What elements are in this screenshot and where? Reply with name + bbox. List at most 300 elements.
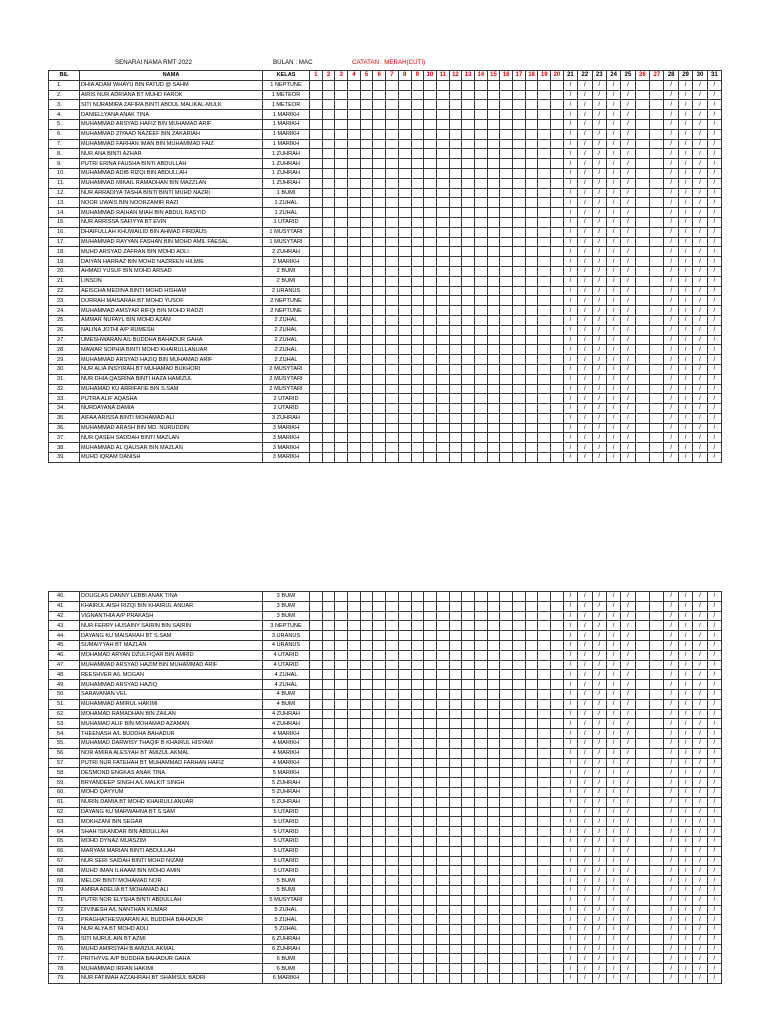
day-cell-13 [462, 885, 475, 895]
day-cell-21: / [563, 80, 577, 90]
day-cell-7 [386, 807, 399, 817]
day-cell-24: / [606, 374, 620, 384]
day-cell-1 [310, 306, 323, 316]
day-cell-28: / [664, 621, 678, 631]
day-cell-14 [474, 621, 487, 631]
row-class: 1 ZUHAL [263, 198, 310, 208]
day-cell-28: / [664, 778, 678, 788]
day-cell-21: / [563, 129, 577, 139]
day-cell-5 [360, 895, 373, 905]
day-cell-12 [449, 443, 462, 453]
day-cell-17 [513, 90, 526, 100]
day-cell-14 [474, 247, 487, 257]
day-cell-18 [525, 168, 538, 178]
day-cell-23: / [592, 905, 606, 915]
day-cell-2 [322, 286, 335, 296]
day-cell-20 [551, 876, 564, 886]
day-cell-6 [373, 856, 386, 866]
row-bil: 72. [49, 905, 80, 915]
day-cell-5 [360, 934, 373, 944]
day-cell-5 [360, 80, 373, 90]
table-row [49, 934, 722, 944]
table-row [49, 404, 722, 414]
day-cell-8 [398, 974, 411, 984]
row-name: NUR ANA BINTI AZHAR [80, 149, 263, 159]
day-cell-28: / [664, 650, 678, 660]
day-cell-28: / [664, 934, 678, 944]
day-cell-4 [348, 168, 361, 178]
day-cell-13 [462, 384, 475, 394]
day-cell-20 [551, 866, 564, 876]
day-cell-27 [650, 670, 664, 680]
day-cell-2 [322, 110, 335, 120]
day-cell-5 [360, 364, 373, 374]
day-cell-22: / [578, 680, 592, 690]
day-cell-1 [310, 149, 323, 159]
day-cell-12 [449, 276, 462, 286]
day-cell-2 [322, 699, 335, 709]
day-cell-29: / [678, 355, 692, 365]
day-cell-12 [449, 719, 462, 729]
header-day-6: 6 [373, 71, 386, 81]
day-cell-26 [635, 944, 649, 954]
day-cell-24: / [606, 807, 620, 817]
day-cell-7 [386, 149, 399, 159]
day-cell-18 [525, 394, 538, 404]
row-name: AEISCHA MEDINA BINTI MOHD HISHAM [80, 286, 263, 296]
day-cell-26 [635, 453, 649, 463]
day-cell-5 [360, 611, 373, 621]
day-cell-30: / [693, 915, 707, 925]
day-cell-31: / [707, 915, 721, 925]
row-class: 2 NEPTUNE [263, 306, 310, 316]
day-cell-6 [373, 433, 386, 443]
day-cell-15 [487, 738, 500, 748]
day-cell-14 [474, 90, 487, 100]
day-cell-9 [411, 178, 424, 188]
day-cell-31: / [707, 895, 721, 905]
day-cell-13 [462, 944, 475, 954]
day-cell-12 [449, 384, 462, 394]
row-class: 1 BUMI [263, 188, 310, 198]
day-cell-31: / [707, 885, 721, 895]
row-bil: 41. [49, 601, 80, 611]
day-cell-28: / [664, 413, 678, 423]
day-cell-7 [386, 670, 399, 680]
table-row [49, 129, 722, 139]
row-name: MUHAMAD ALIF BIN MOHAMAD AZAMAN [80, 719, 263, 729]
day-cell-11 [436, 836, 449, 846]
day-cell-26 [635, 286, 649, 296]
day-cell-22: / [578, 964, 592, 974]
row-class: 2 ZUHAL [263, 325, 310, 335]
day-cell-28: / [664, 954, 678, 964]
day-cell-18 [525, 443, 538, 453]
day-cell-30: / [693, 100, 707, 110]
day-cell-4 [348, 335, 361, 345]
day-cell-19 [538, 257, 551, 267]
day-cell-29: / [678, 168, 692, 178]
day-cell-3 [335, 364, 348, 374]
day-cell-17 [513, 168, 526, 178]
day-cell-27 [650, 778, 664, 788]
day-cell-30: / [693, 925, 707, 935]
day-cell-3 [335, 217, 348, 227]
day-cell-29: / [678, 345, 692, 355]
day-cell-19 [538, 807, 551, 817]
day-cell-30: / [693, 80, 707, 90]
day-cell-4 [348, 217, 361, 227]
day-cell-26 [635, 433, 649, 443]
table-row [49, 699, 722, 709]
day-cell-16 [500, 325, 513, 335]
day-cell-6 [373, 621, 386, 631]
table-row [49, 433, 722, 443]
day-cell-29: / [678, 719, 692, 729]
row-bil: 3. [49, 100, 80, 110]
day-cell-16 [500, 689, 513, 699]
day-cell-31: / [707, 443, 721, 453]
day-cell-19 [538, 954, 551, 964]
day-cell-24: / [606, 660, 620, 670]
day-cell-15 [487, 345, 500, 355]
day-cell-27 [650, 817, 664, 827]
day-cell-27 [650, 433, 664, 443]
day-cell-21: / [563, 738, 577, 748]
day-cell-1 [310, 836, 323, 846]
day-cell-14 [474, 119, 487, 129]
day-cell-2 [322, 168, 335, 178]
day-cell-26 [635, 709, 649, 719]
day-cell-16 [500, 168, 513, 178]
day-cell-13 [462, 915, 475, 925]
day-cell-20 [551, 404, 564, 414]
day-cell-14 [474, 758, 487, 768]
day-cell-18 [525, 787, 538, 797]
day-cell-16 [500, 650, 513, 660]
day-cell-30: / [693, 787, 707, 797]
day-cell-13 [462, 237, 475, 247]
day-cell-28: / [664, 836, 678, 846]
day-cell-6 [373, 168, 386, 178]
day-cell-25: / [621, 257, 635, 267]
day-cell-30: / [693, 374, 707, 384]
day-cell-22: / [578, 110, 592, 120]
day-cell-27 [650, 964, 664, 974]
day-cell-12 [449, 954, 462, 964]
day-cell-26 [635, 276, 649, 286]
day-cell-3 [335, 709, 348, 719]
row-class: 5 UTARID [263, 817, 310, 827]
day-cell-12 [449, 660, 462, 670]
day-cell-17 [513, 640, 526, 650]
day-cell-8 [398, 964, 411, 974]
day-cell-30: / [693, 286, 707, 296]
day-cell-9 [411, 315, 424, 325]
day-cell-15 [487, 964, 500, 974]
day-cell-16 [500, 266, 513, 276]
row-name: MELOR BINTI MOHAMAD NOR [80, 876, 263, 886]
day-cell-13 [462, 266, 475, 276]
day-cell-6 [373, 807, 386, 817]
row-name: MUHAMMAD ZIYAAD NAZEEF BIN ZAKARIAH [80, 129, 263, 139]
day-cell-10 [424, 188, 437, 198]
day-cell-14 [474, 168, 487, 178]
day-cell-31: / [707, 709, 721, 719]
row-class: 1 ZUHRAH [263, 168, 310, 178]
day-cell-12 [449, 433, 462, 443]
day-cell-19 [538, 738, 551, 748]
day-cell-16 [500, 404, 513, 414]
day-cell-16 [500, 915, 513, 925]
day-cell-12 [449, 247, 462, 257]
day-cell-22: / [578, 876, 592, 886]
day-cell-1 [310, 257, 323, 267]
day-cell-10 [424, 394, 437, 404]
day-cell-17 [513, 895, 526, 905]
day-cell-31: / [707, 100, 721, 110]
day-cell-25: / [621, 119, 635, 129]
day-cell-19 [538, 100, 551, 110]
day-cell-23: / [592, 198, 606, 208]
day-cell-1 [310, 807, 323, 817]
day-cell-16 [500, 315, 513, 325]
row-bil: 30. [49, 364, 80, 374]
day-cell-15 [487, 159, 500, 169]
day-cell-25: / [621, 738, 635, 748]
day-cell-8 [398, 925, 411, 935]
day-cell-27 [650, 335, 664, 345]
day-cell-11 [436, 110, 449, 120]
day-cell-1 [310, 178, 323, 188]
day-cell-6 [373, 217, 386, 227]
row-class: 4 MARIKH [263, 758, 310, 768]
day-cell-27 [650, 325, 664, 335]
day-cell-11 [436, 306, 449, 316]
day-cell-22: / [578, 836, 592, 846]
day-cell-17 [513, 217, 526, 227]
table-row [49, 208, 722, 218]
day-cell-25: / [621, 621, 635, 631]
day-cell-1 [310, 640, 323, 650]
day-cell-24: / [606, 247, 620, 257]
day-cell-13 [462, 413, 475, 423]
day-cell-16 [500, 139, 513, 149]
table-row [49, 631, 722, 641]
row-bil: 67. [49, 856, 80, 866]
day-cell-10 [424, 237, 437, 247]
day-cell-28: / [664, 905, 678, 915]
day-cell-8 [398, 787, 411, 797]
day-cell-5 [360, 178, 373, 188]
day-cell-10 [424, 423, 437, 433]
day-cell-6 [373, 306, 386, 316]
day-cell-31: / [707, 139, 721, 149]
day-cell-8 [398, 895, 411, 905]
day-cell-24: / [606, 80, 620, 90]
day-cell-13 [462, 954, 475, 964]
table-row [49, 217, 722, 227]
row-class: 5 UTARID [263, 827, 310, 837]
day-cell-12 [449, 631, 462, 641]
day-cell-12 [449, 650, 462, 660]
day-cell-13 [462, 670, 475, 680]
day-cell-17 [513, 276, 526, 286]
day-cell-11 [436, 159, 449, 169]
day-cell-21: / [563, 315, 577, 325]
day-cell-27 [650, 188, 664, 198]
day-cell-26 [635, 266, 649, 276]
day-cell-16 [500, 778, 513, 788]
table-row [49, 443, 722, 453]
day-cell-27 [650, 787, 664, 797]
day-cell-31: / [707, 640, 721, 650]
day-cell-26 [635, 670, 649, 680]
day-cell-23: / [592, 237, 606, 247]
row-name: MUHAMMAD ARASH BIN MD. NURUDDIN [80, 423, 263, 433]
header-day-3: 3 [335, 71, 348, 81]
day-cell-14 [474, 827, 487, 837]
day-cell-22: / [578, 601, 592, 611]
day-cell-23: / [592, 925, 606, 935]
row-name: MUHAMMAD ARSYAD HAZIM BIN MUHAMMAD ARIF [80, 660, 263, 670]
day-cell-8 [398, 768, 411, 778]
day-cell-27 [650, 611, 664, 621]
day-cell-4 [348, 149, 361, 159]
day-cell-14 [474, 836, 487, 846]
header-day-10: 10 [424, 71, 437, 81]
day-cell-2 [322, 925, 335, 935]
day-cell-6 [373, 944, 386, 954]
day-cell-18 [525, 404, 538, 414]
day-cell-11 [436, 364, 449, 374]
day-cell-26 [635, 680, 649, 690]
day-cell-19 [538, 139, 551, 149]
day-cell-2 [322, 876, 335, 886]
day-cell-21: / [563, 453, 577, 463]
day-cell-1 [310, 797, 323, 807]
day-cell-26 [635, 149, 649, 159]
day-cell-19 [538, 423, 551, 433]
day-cell-11 [436, 650, 449, 660]
table-row [49, 670, 722, 680]
day-cell-28: / [664, 345, 678, 355]
day-cell-5 [360, 315, 373, 325]
day-cell-11 [436, 394, 449, 404]
day-cell-6 [373, 846, 386, 856]
day-cell-8 [398, 100, 411, 110]
row-class: 2 URANUS [263, 286, 310, 296]
day-cell-28: / [664, 748, 678, 758]
day-cell-29: / [678, 768, 692, 778]
row-name: NURIN DAMIA BT MOHD KHAIRULLANUAR [80, 797, 263, 807]
row-class: 4 ZUHRAH [263, 719, 310, 729]
row-bil: 43. [49, 621, 80, 631]
day-cell-16 [500, 345, 513, 355]
day-cell-30: / [693, 345, 707, 355]
day-cell-25: / [621, 856, 635, 866]
day-cell-25: / [621, 139, 635, 149]
day-cell-10 [424, 601, 437, 611]
day-cell-16 [500, 355, 513, 365]
day-cell-6 [373, 227, 386, 237]
day-cell-19 [538, 621, 551, 631]
day-cell-5 [360, 129, 373, 139]
day-cell-29: / [678, 315, 692, 325]
day-cell-20 [551, 699, 564, 709]
day-cell-21: / [563, 159, 577, 169]
day-cell-7 [386, 433, 399, 443]
day-cell-2 [322, 315, 335, 325]
day-cell-8 [398, 325, 411, 335]
day-cell-16 [500, 198, 513, 208]
day-cell-28: / [664, 885, 678, 895]
day-cell-18 [525, 453, 538, 463]
day-cell-28: / [664, 129, 678, 139]
day-cell-27 [650, 856, 664, 866]
day-cell-14 [474, 208, 487, 218]
day-cell-4 [348, 689, 361, 699]
day-cell-5 [360, 807, 373, 817]
day-cell-18 [525, 592, 538, 602]
row-name: NOR AMIRA ALESYAH BT AMIZUL AKMAL [80, 748, 263, 758]
day-cell-1 [310, 266, 323, 276]
sheet-title: SENARAI NAMA RMT 2022 [115, 59, 192, 66]
day-cell-23: / [592, 807, 606, 817]
day-cell-24: / [606, 866, 620, 876]
row-bil: 4. [49, 110, 80, 120]
table-row [49, 807, 722, 817]
day-cell-4 [348, 827, 361, 837]
day-cell-18 [525, 876, 538, 886]
day-cell-12 [449, 149, 462, 159]
day-cell-3 [335, 660, 348, 670]
day-cell-10 [424, 895, 437, 905]
day-cell-24: / [606, 384, 620, 394]
day-cell-11 [436, 601, 449, 611]
day-cell-7 [386, 198, 399, 208]
day-cell-7 [386, 119, 399, 129]
day-cell-19 [538, 266, 551, 276]
day-cell-5 [360, 758, 373, 768]
day-cell-4 [348, 729, 361, 739]
day-cell-10 [424, 797, 437, 807]
day-cell-18 [525, 699, 538, 709]
day-cell-17 [513, 315, 526, 325]
row-class: 6 MARIKH [263, 974, 310, 984]
day-cell-12 [449, 866, 462, 876]
day-cell-9 [411, 807, 424, 817]
day-cell-8 [398, 413, 411, 423]
row-bil: 47. [49, 660, 80, 670]
day-cell-31: / [707, 266, 721, 276]
day-cell-15 [487, 934, 500, 944]
row-bil: 78. [49, 964, 80, 974]
header-day-30: 30 [693, 71, 707, 81]
day-cell-14 [474, 266, 487, 276]
day-cell-22: / [578, 315, 592, 325]
day-cell-1 [310, 631, 323, 641]
row-name: MUHAMMAD ARSYAD HAZIQ BIN MUHAMAD ARIF [80, 355, 263, 365]
day-cell-30: / [693, 836, 707, 846]
day-cell-12 [449, 315, 462, 325]
day-cell-7 [386, 188, 399, 198]
day-cell-21: / [563, 286, 577, 296]
table-row [49, 188, 722, 198]
day-cell-17 [513, 198, 526, 208]
day-cell-29: / [678, 807, 692, 817]
day-cell-19 [538, 611, 551, 621]
